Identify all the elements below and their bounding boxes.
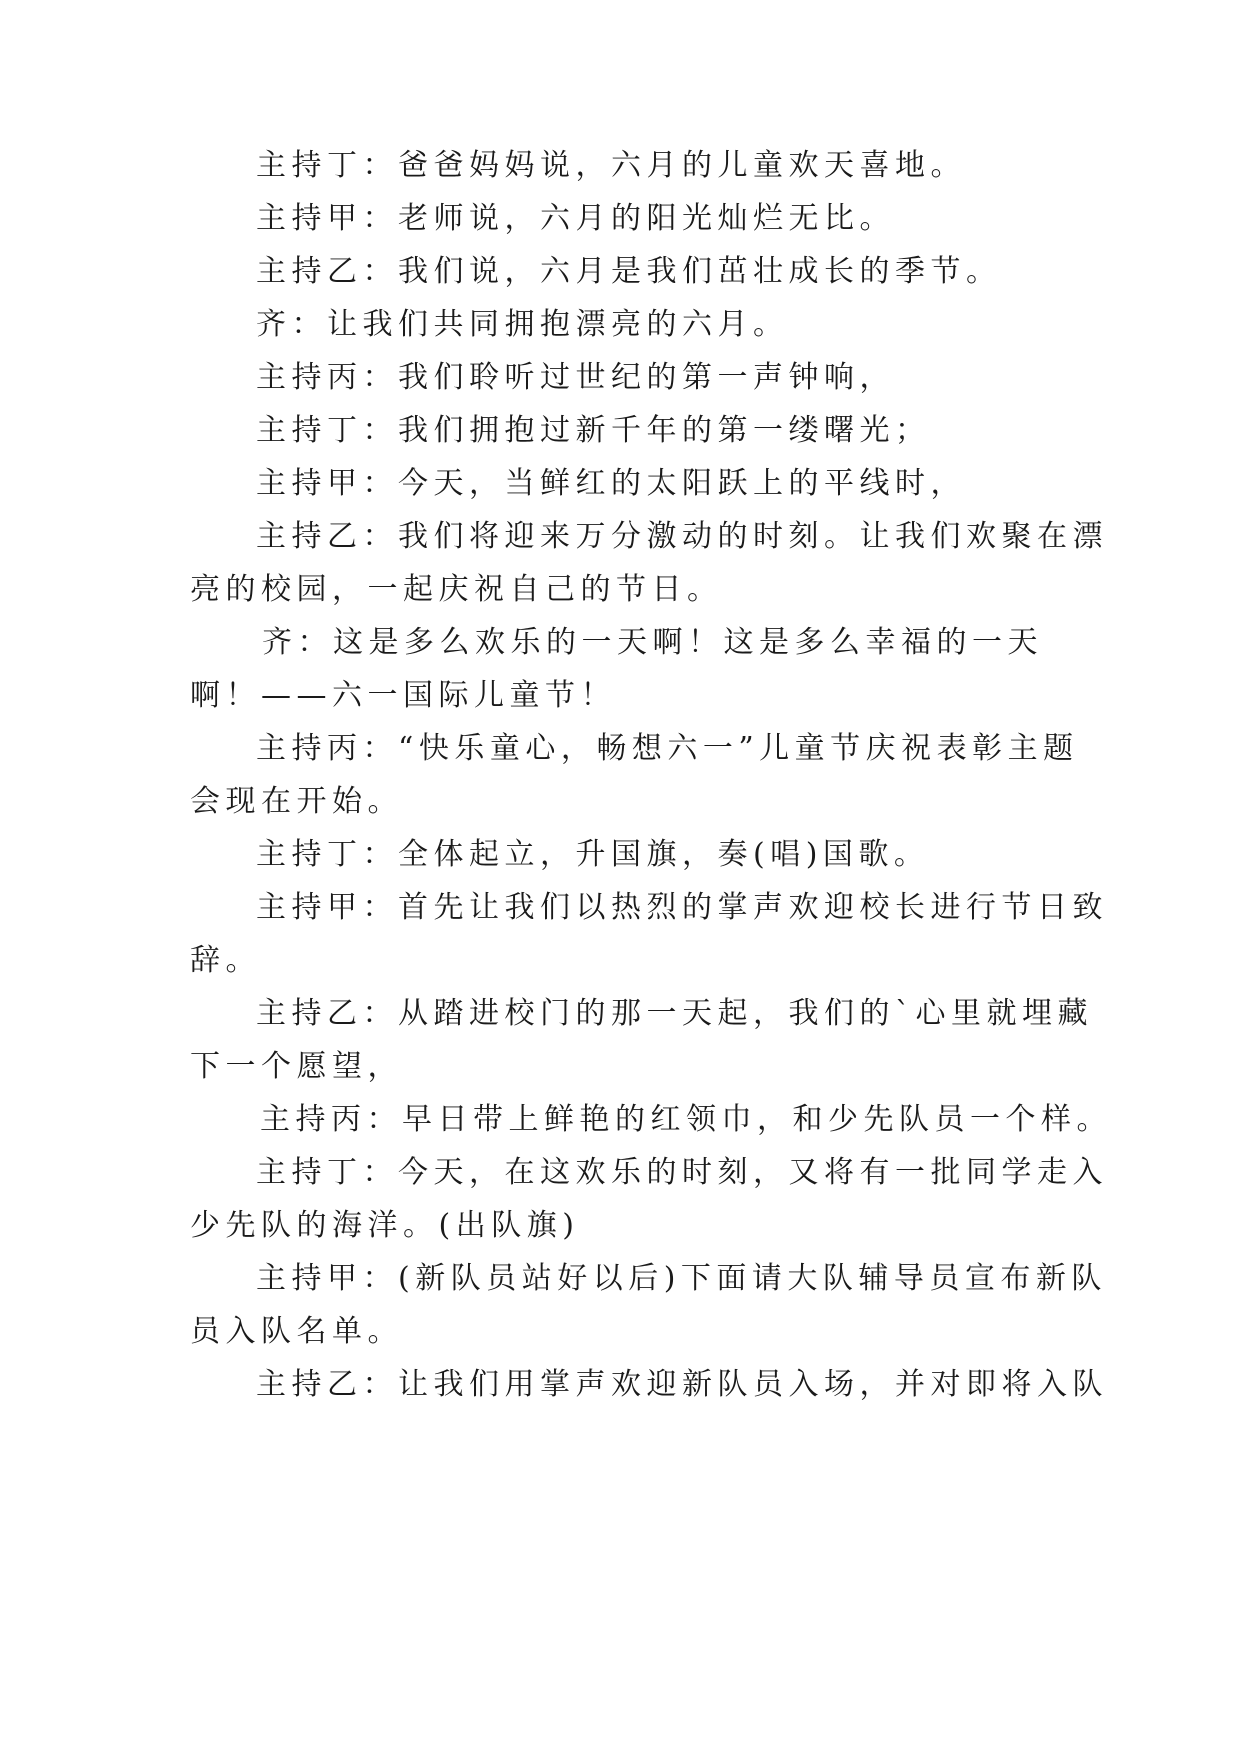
text-line: 员入队名单。 bbox=[190, 1314, 403, 1349]
text-line: 主持丙：我们聆听过世纪的第一声钟响， bbox=[256, 360, 895, 395]
text-line: 主持甲：今天，当鲜红的太阳跃上的平线时， bbox=[256, 466, 966, 501]
text-line: 啊！——六一国际儿童节！ bbox=[190, 678, 616, 713]
text-line: 齐：这是多么欢乐的一天啊！这是多么幸福的一天 bbox=[262, 625, 1043, 660]
text-line: 主持乙：我们将迎来万分激动的时刻。让我们欢聚在漂 bbox=[256, 519, 1108, 554]
text-line: 辞。 bbox=[190, 943, 261, 978]
text-line: 亮的校园，一起庆祝自己的节日。 bbox=[190, 572, 723, 607]
text-line: 下一个愿望， bbox=[190, 1049, 403, 1084]
text-line: 主持乙：我们说，六月是我们茁壮成长的季节。 bbox=[256, 254, 1002, 289]
text-line: 齐：让我们共同拥抱漂亮的六月。 bbox=[256, 307, 789, 342]
text-line: 主持甲：(新队员站好以后)下面请大队辅导员宣布新队 bbox=[256, 1261, 1107, 1296]
text-line: 主持乙：让我们用掌声欢迎新队员入场，并对即将入队 bbox=[256, 1367, 1108, 1402]
text-line: 会现在开始。 bbox=[190, 784, 403, 819]
text-line: 主持甲：首先让我们以热烈的掌声欢迎校长进行节日致 bbox=[256, 890, 1108, 925]
text-line: 主持丁：全体起立，升国旗，奏(唱)国歌。 bbox=[256, 837, 930, 872]
text-line: 主持乙：从踏进校门的那一天起，我们的`心里就埋藏 bbox=[256, 996, 1093, 1031]
text-line: 主持甲：老师说，六月的阳光灿烂无比。 bbox=[256, 201, 895, 236]
text-line: 主持丙：“快乐童心，畅想六一”儿童节庆祝表彰主题 bbox=[256, 731, 1079, 766]
text-line: 主持丁：我们拥抱过新千年的第一缕曙光； bbox=[256, 413, 931, 448]
text-line: 主持丁：今天，在这欢乐的时刻，又将有一批同学走入 bbox=[256, 1155, 1108, 1190]
text-line: 主持丁：爸爸妈妈说，六月的儿童欢天喜地。 bbox=[256, 148, 966, 183]
text-line: 少先队的海洋。(出队旗) bbox=[190, 1208, 580, 1243]
text-line: 主持丙：早日带上鲜艳的红领巾，和少先队员一个样。 bbox=[260, 1102, 1112, 1137]
